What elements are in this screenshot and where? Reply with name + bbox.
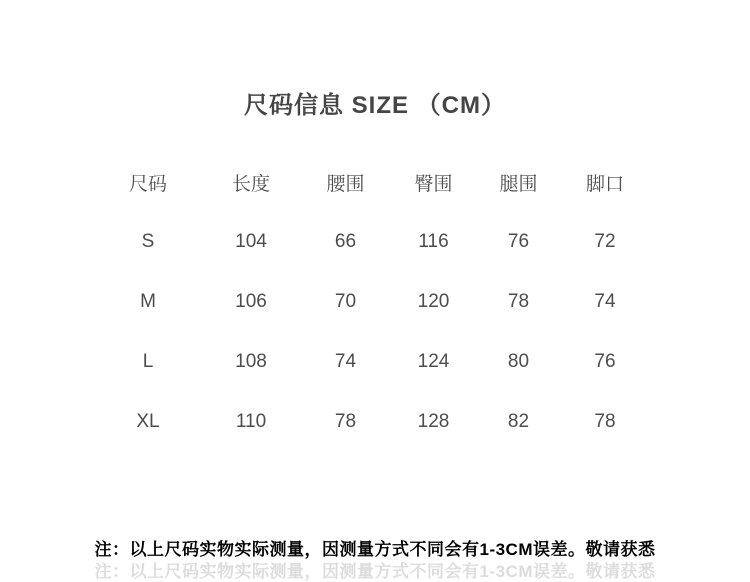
header-cell-length: 长度 — [231, 173, 270, 195]
cell-leg-opening: 78 — [594, 411, 616, 432]
cell-waist: 78 — [334, 411, 357, 432]
cell-leg-opening: 74 — [594, 291, 616, 312]
table-header-row — [95, 152, 650, 212]
table-row-l — [95, 332, 650, 392]
cutoff-text-line: 注：以上尺码实物实际测量，因测量方式不同会有1-3CM误差。敬请获悉 — [94, 562, 656, 581]
cell-leg-opening: 72 — [594, 231, 616, 252]
row-label: L — [142, 351, 154, 372]
cell-waist: 70 — [334, 291, 357, 312]
cell-waist: 74 — [334, 351, 357, 372]
cell-hip: 124 — [417, 351, 450, 372]
measurement-note: 注：以上尺码实物实际测量，因测量方式不同会有1-3CM误差。敬请获悉 — [94, 540, 656, 559]
cell-thigh: 78 — [507, 291, 530, 312]
table-row-s — [95, 212, 650, 272]
cell-thigh: 82 — [507, 411, 530, 432]
header-cell-size: 尺码 — [128, 173, 167, 195]
cell-leg-opening: 76 — [594, 351, 616, 372]
table-row-m — [95, 272, 650, 332]
row-label: S — [141, 231, 155, 252]
header-cell-thigh: 腿围 — [499, 173, 538, 195]
row-label: M — [140, 291, 156, 312]
cell-thigh: 76 — [507, 231, 530, 252]
cell-waist: 66 — [334, 231, 357, 252]
size-table — [95, 152, 650, 452]
cell-hip: 128 — [417, 411, 450, 432]
row-label: XL — [136, 411, 160, 432]
page-title: 尺码信息 SIZE （CM） — [243, 92, 506, 119]
header-cell-leg-opening: 脚口 — [585, 173, 624, 195]
table-row-xl — [95, 392, 650, 452]
cell-length: 104 — [235, 231, 267, 252]
cell-length: 110 — [235, 411, 267, 432]
header-cell-waist: 腰围 — [326, 173, 365, 195]
cell-length: 106 — [235, 291, 267, 312]
cell-hip: 120 — [417, 291, 450, 312]
header-cell-hip: 臀围 — [414, 173, 453, 195]
cell-length: 108 — [235, 351, 267, 372]
cell-thigh: 80 — [507, 351, 530, 372]
cell-hip: 116 — [418, 231, 449, 252]
